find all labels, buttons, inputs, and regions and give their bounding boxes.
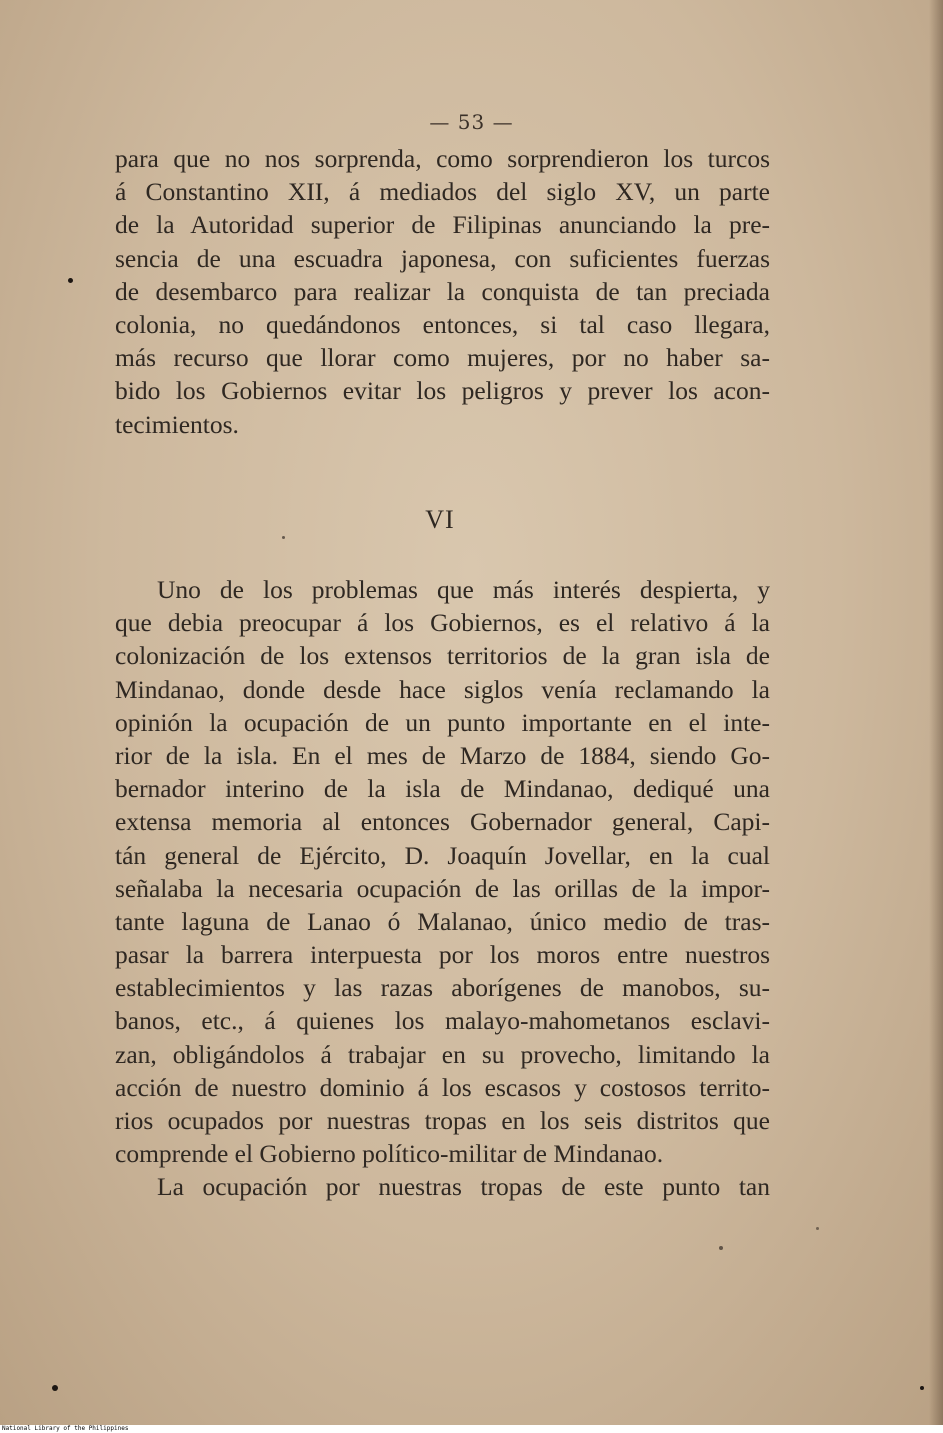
paper-speck bbox=[816, 1227, 819, 1230]
text-line: señalaba la necesaria ocupación de las orillas de la impor- bbox=[115, 873, 770, 903]
paragraph-2 bbox=[115, 573, 770, 1204]
paper-speck bbox=[920, 1386, 924, 1390]
text-line: opinión la ocupación de un punto importante en el inte- bbox=[115, 707, 770, 737]
text-line: Mindanao, donde desde hace siglos venía reclamando la bbox=[115, 674, 770, 704]
text-line: banos, etc., á quienes los malayo-mahometanos esclavi- bbox=[115, 1006, 770, 1036]
text-line: comprende el Gobierno político-militar de Mindanao. bbox=[115, 1139, 664, 1169]
text-line: más recurso que llorar como mujeres, por no haber sa- bbox=[115, 343, 770, 373]
text-line: colonización de los extensos territorios de la gran isla de bbox=[115, 641, 770, 671]
paper-speck bbox=[52, 1385, 58, 1391]
text-line: rior de la isla. En el mes de Marzo de 1884, siendo Go- bbox=[115, 740, 770, 770]
text-line: La ocupación por nuestras tropas de este punto tan bbox=[157, 1172, 770, 1202]
text-line: tán general de Ejército, D. Joaquín Jovellar, en la cual bbox=[115, 840, 770, 870]
text-line: pasar la barrera interpuesta por los moros entre nuestros bbox=[115, 940, 770, 970]
paper-speck bbox=[719, 1246, 723, 1250]
text-line: Uno de los problemas que más interés despierta, y bbox=[157, 575, 770, 604]
paper-speck bbox=[68, 278, 73, 283]
text-line: tecimientos. bbox=[115, 409, 239, 439]
text-line: bido los Gobiernos evitar los peligros y prever los acon- bbox=[115, 376, 770, 406]
text-line: á Constantino XII, á mediados del siglo XV, un parte bbox=[115, 177, 770, 207]
text-line: de desembarco para realizar la conquista de tan preciada bbox=[115, 276, 770, 306]
text-line: colonia, no quedándonos entonces, si tal caso llegara, bbox=[115, 309, 770, 339]
text-line: de la Autoridad superior de Filipinas anunciando la pre- bbox=[115, 210, 770, 240]
text-line: zan, obligándolos á trabajar en su provecho, limitando la bbox=[115, 1039, 770, 1069]
page-number: — 53 — bbox=[429, 110, 514, 134]
page-edge-shadow bbox=[929, 0, 943, 1425]
text-line: establecimientos y las razas aborígenes de manobos, su- bbox=[115, 973, 770, 1003]
footer-credit: National Library of the Philippines bbox=[0, 1425, 943, 1433]
text-line: sencia de una escuadra japonesa, con suficientes fuerzas bbox=[115, 243, 770, 273]
text-line: rios ocupados por nuestras tropas en los seis distritos que bbox=[115, 1106, 770, 1135]
text-line: extensa memoria al entonces Gobernador general, Capi- bbox=[115, 807, 770, 837]
section-heading: VI bbox=[425, 505, 455, 534]
text-line: acción de nuestro dominio á los escasos y costosos territo- bbox=[115, 1072, 770, 1102]
text-line: bernador interino de la isla de Mindanao, dediqué una bbox=[115, 774, 770, 804]
paragraph-1 bbox=[115, 142, 770, 441]
paper-speck bbox=[282, 536, 285, 539]
text-line: que debia preocupar á los Gobiernos, es el relativo á la bbox=[115, 608, 770, 638]
text-line: tante laguna de Lanao ó Malanao, único medio de tras- bbox=[115, 906, 770, 936]
text-line: para que no nos sorprenda, como sorprendieron los turcos bbox=[115, 144, 770, 173]
